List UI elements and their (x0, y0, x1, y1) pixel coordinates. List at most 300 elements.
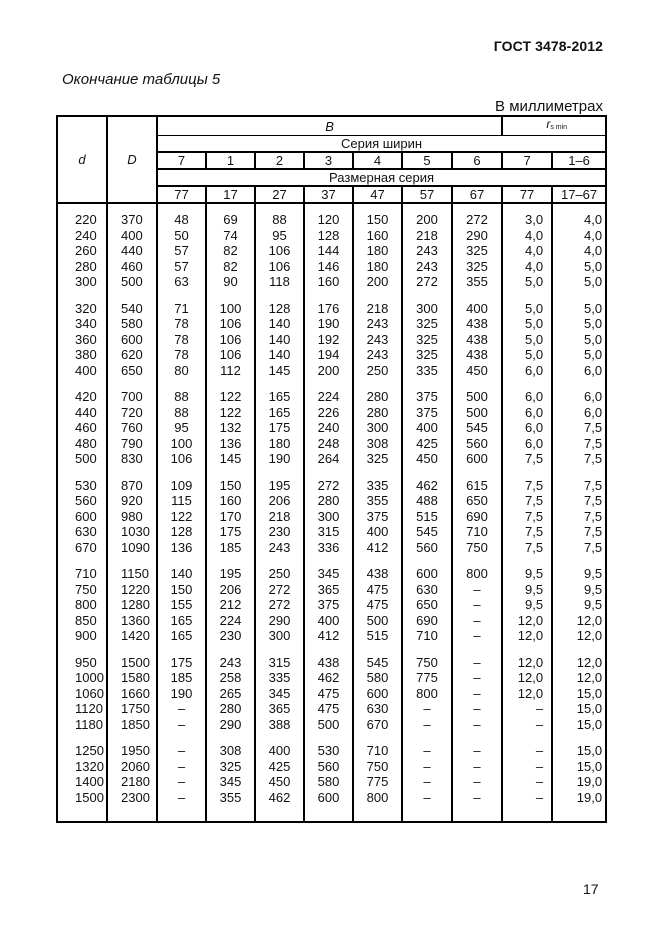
cell-B-37: 400 (304, 613, 353, 629)
cell-B-37: 280 (304, 493, 353, 509)
cell-r-77: 5,0 (502, 274, 552, 290)
cell-B-37: 240 (304, 420, 353, 436)
cell-r-77: – (502, 743, 552, 759)
cell-r-17-67: 5,0 (552, 274, 606, 290)
cell-d: 530 (57, 478, 107, 494)
spacer-cell (353, 378, 402, 389)
cell-B-17: 212 (206, 597, 255, 613)
cell-B-47: 280 (353, 405, 402, 421)
cell-B-77: 57 (157, 243, 206, 259)
cell-B-67: 355 (452, 274, 502, 290)
cell-B-27: 128 (255, 301, 304, 317)
spacer-cell (57, 732, 107, 743)
spacer-cell (157, 378, 206, 389)
cell-B-67: – (452, 655, 502, 671)
spacer-cell (107, 378, 157, 389)
cell-r-77: 7,5 (502, 451, 552, 467)
spacer-cell (304, 203, 353, 212)
cell-B-17: 224 (206, 613, 255, 629)
spacer-cell (552, 555, 606, 566)
width-series-cell: 1–6 (552, 152, 606, 169)
cell-B-67: 710 (452, 524, 502, 540)
cell-B-47: 438 (353, 566, 402, 582)
cell-B-17: 136 (206, 436, 255, 452)
spacer-cell (402, 732, 452, 743)
cell-B-37: 120 (304, 212, 353, 228)
spacer-cell (206, 732, 255, 743)
spacer-cell (402, 290, 452, 301)
cell-B-47: 200 (353, 274, 402, 290)
cell-B-67: 560 (452, 436, 502, 452)
cell-B-17: 185 (206, 540, 255, 556)
table-row (57, 759, 606, 775)
cell-B-47: 243 (353, 332, 402, 348)
width-series-cell: 5 (402, 152, 452, 169)
spacer-cell (255, 732, 304, 743)
table-body (57, 203, 606, 822)
cell-B-67: – (452, 701, 502, 717)
spacer-cell (452, 290, 502, 301)
table-row (57, 316, 606, 332)
cell-D: 2300 (107, 790, 157, 806)
cell-B-27: 230 (255, 524, 304, 540)
spacer-cell (255, 467, 304, 478)
cell-d: 360 (57, 332, 107, 348)
spacer-cell (502, 203, 552, 212)
table-row (57, 743, 606, 759)
cell-r-77: 12,0 (502, 628, 552, 644)
cell-B-37: 264 (304, 451, 353, 467)
cell-B-57: 218 (402, 228, 452, 244)
spacer-cell (206, 555, 255, 566)
spacer-cell (552, 644, 606, 655)
cell-B-47: 243 (353, 316, 402, 332)
table-row (57, 717, 606, 733)
cell-B-17: 106 (206, 316, 255, 332)
cell-B-77: 136 (157, 540, 206, 556)
cell-r-17-67: 19,0 (552, 774, 606, 790)
cell-B-37: 438 (304, 655, 353, 671)
spacer-cell (353, 555, 402, 566)
cell-B-57: 375 (402, 389, 452, 405)
cell-B-17: 74 (206, 228, 255, 244)
table-row (57, 790, 606, 806)
cell-d: 320 (57, 301, 107, 317)
cell-B-27: 118 (255, 274, 304, 290)
cell-B-37: 160 (304, 274, 353, 290)
cell-B-27: 335 (255, 670, 304, 686)
cell-B-17: 122 (206, 389, 255, 405)
cell-d: 1400 (57, 774, 107, 790)
cell-B-37: 128 (304, 228, 353, 244)
spacer-cell (107, 644, 157, 655)
cell-B-57: 325 (402, 347, 452, 363)
cell-B-27: 145 (255, 363, 304, 379)
cell-B-57: – (402, 743, 452, 759)
cell-B-47: 400 (353, 524, 402, 540)
cell-B-37: 224 (304, 389, 353, 405)
cell-B-57: 600 (402, 566, 452, 582)
spacer-cell (552, 203, 606, 212)
cell-B-77: 100 (157, 436, 206, 452)
cell-B-77: 165 (157, 613, 206, 629)
header-rsmin (502, 116, 606, 136)
cell-r-77: 7,5 (502, 524, 552, 540)
cell-B-27: 250 (255, 566, 304, 582)
cell-B-17: 195 (206, 566, 255, 582)
cell-r-77: 6,0 (502, 436, 552, 452)
cell-r-17-67: 7,5 (552, 540, 606, 556)
cell-B-37: 530 (304, 743, 353, 759)
table-row (57, 540, 606, 556)
cell-B-77: 48 (157, 212, 206, 228)
cell-B-77: 63 (157, 274, 206, 290)
cell-B-77: 95 (157, 420, 206, 436)
cell-B-67: – (452, 790, 502, 806)
cell-r-17-67: 5,0 (552, 347, 606, 363)
table-row (57, 259, 606, 275)
cell-d: 300 (57, 274, 107, 290)
cell-D: 650 (107, 363, 157, 379)
cell-B-27: 290 (255, 613, 304, 629)
cell-r-17-67: 7,5 (552, 436, 606, 452)
cell-B-57: 710 (402, 628, 452, 644)
cell-r-17-67: 15,0 (552, 743, 606, 759)
spacer-cell (452, 644, 502, 655)
table-row (57, 701, 606, 717)
cell-B-77: – (157, 790, 206, 806)
spacer-cell (552, 732, 606, 743)
cell-D: 1500 (107, 655, 157, 671)
cell-d: 900 (57, 628, 107, 644)
spacer-cell (57, 555, 107, 566)
width-series-cell: 4 (353, 152, 402, 169)
width-series-label: Серия ширин (157, 136, 606, 153)
cell-d: 1250 (57, 743, 107, 759)
cell-D: 1420 (107, 628, 157, 644)
cell-r-17-67: 12,0 (552, 655, 606, 671)
cell-B-27: 140 (255, 332, 304, 348)
spacer-cell (57, 805, 107, 822)
cell-d: 1000 (57, 670, 107, 686)
table-row (57, 478, 606, 494)
cell-B-77: 155 (157, 597, 206, 613)
spacer-cell (304, 290, 353, 301)
width-series-cell: 7 (157, 152, 206, 169)
cell-d: 480 (57, 436, 107, 452)
spacer-cell (107, 290, 157, 301)
cell-B-17: 280 (206, 701, 255, 717)
cell-B-67: 690 (452, 509, 502, 525)
cell-B-67: 600 (452, 451, 502, 467)
cell-B-47: 335 (353, 478, 402, 494)
cell-B-27: 140 (255, 316, 304, 332)
cell-B-77: 115 (157, 493, 206, 509)
spacer-cell (255, 290, 304, 301)
cell-B-37: 194 (304, 347, 353, 363)
cell-r-77: 4,0 (502, 259, 552, 275)
cell-r-77: 5,0 (502, 332, 552, 348)
spacer-cell (57, 203, 107, 212)
width-series-cell: 7 (502, 152, 552, 169)
width-series-cell: 3 (304, 152, 353, 169)
cell-B-77: – (157, 717, 206, 733)
spacer-cell (206, 378, 255, 389)
cell-B-77: 165 (157, 628, 206, 644)
cell-B-47: 280 (353, 389, 402, 405)
spacer-cell (304, 644, 353, 655)
cell-B-47: 545 (353, 655, 402, 671)
cell-r-77: 5,0 (502, 301, 552, 317)
spacer-cell (157, 467, 206, 478)
spacer-cell (353, 805, 402, 822)
cell-D: 540 (107, 301, 157, 317)
cell-B-57: – (402, 759, 452, 775)
cell-B-37: 272 (304, 478, 353, 494)
cell-B-17: 160 (206, 493, 255, 509)
cell-B-47: 775 (353, 774, 402, 790)
spacer-cell (157, 732, 206, 743)
cell-B-37: 144 (304, 243, 353, 259)
cell-r-17-67: 12,0 (552, 670, 606, 686)
cell-r-77: 12,0 (502, 613, 552, 629)
cell-B-37: 475 (304, 686, 353, 702)
cell-B-37: 192 (304, 332, 353, 348)
spacer-cell (157, 644, 206, 655)
table-row (57, 566, 606, 582)
cell-B-77: 88 (157, 405, 206, 421)
cell-B-17: 355 (206, 790, 255, 806)
cell-B-37: 315 (304, 524, 353, 540)
cell-B-77: 150 (157, 582, 206, 598)
table-row (57, 628, 606, 644)
cell-r-17-67: 9,5 (552, 597, 606, 613)
cell-r-17-67: 15,0 (552, 759, 606, 775)
cell-D: 1850 (107, 717, 157, 733)
cell-D: 1280 (107, 597, 157, 613)
spacer-cell (502, 805, 552, 822)
cell-B-77: 106 (157, 451, 206, 467)
cell-d: 750 (57, 582, 107, 598)
cell-r-17-67: 4,0 (552, 228, 606, 244)
cell-r-77: 7,5 (502, 540, 552, 556)
table-row (57, 524, 606, 540)
cell-B-67: – (452, 613, 502, 629)
cell-B-57: 375 (402, 405, 452, 421)
cell-B-47: 580 (353, 670, 402, 686)
table-row (57, 243, 606, 259)
spacer-cell (107, 203, 157, 212)
cell-B-17: 308 (206, 743, 255, 759)
cell-r-77: 6,0 (502, 420, 552, 436)
table-row (57, 774, 606, 790)
cell-r-17-67: 5,0 (552, 316, 606, 332)
cell-B-77: 50 (157, 228, 206, 244)
spacer-cell (255, 644, 304, 655)
cell-B-47: 325 (353, 451, 402, 467)
cell-r-17-67: 7,5 (552, 478, 606, 494)
cell-B-47: 308 (353, 436, 402, 452)
spacer-cell (402, 467, 452, 478)
spacer-cell (452, 732, 502, 743)
spacer-cell (255, 555, 304, 566)
cell-D: 2180 (107, 774, 157, 790)
spacer-cell (206, 290, 255, 301)
cell-B-37: 600 (304, 790, 353, 806)
cell-B-57: 800 (402, 686, 452, 702)
size-series-cell: 27 (255, 186, 304, 203)
cell-B-37: 336 (304, 540, 353, 556)
spacer-cell (402, 378, 452, 389)
cell-r-17-67: 4,0 (552, 212, 606, 228)
cell-B-17: 122 (206, 405, 255, 421)
cell-r-17-67: 7,5 (552, 451, 606, 467)
cell-B-57: 300 (402, 301, 452, 317)
cell-B-47: 250 (353, 363, 402, 379)
cell-B-57: 200 (402, 212, 452, 228)
cell-r-77: 7,5 (502, 509, 552, 525)
cell-r-17-67: 6,0 (552, 389, 606, 405)
cell-B-67: 500 (452, 405, 502, 421)
cell-B-67: 750 (452, 540, 502, 556)
cell-d: 1500 (57, 790, 107, 806)
cell-B-57: 243 (402, 259, 452, 275)
cell-D: 400 (107, 228, 157, 244)
rsmin-subscript: s min (550, 124, 568, 131)
cell-B-57: 560 (402, 540, 452, 556)
cell-D: 1360 (107, 613, 157, 629)
cell-B-47: 670 (353, 717, 402, 733)
table-caption: Окончание таблицы 5 (62, 71, 221, 88)
cell-B-77: – (157, 743, 206, 759)
cell-D: 980 (107, 509, 157, 525)
cell-d: 1060 (57, 686, 107, 702)
cell-r-17-67: 15,0 (552, 686, 606, 702)
spacer-cell (502, 290, 552, 301)
cell-B-67: 438 (452, 347, 502, 363)
size-series-cell: 77 (502, 186, 552, 203)
cell-D: 500 (107, 274, 157, 290)
cell-B-47: 750 (353, 759, 402, 775)
spacer-cell (157, 555, 206, 566)
cell-B-27: 165 (255, 405, 304, 421)
table-row (57, 493, 606, 509)
cell-B-67: – (452, 686, 502, 702)
cell-B-17: 82 (206, 259, 255, 275)
cell-r-17-67: 12,0 (552, 628, 606, 644)
spacer-cell (402, 555, 452, 566)
cell-r-77: 6,0 (502, 405, 552, 421)
cell-B-27: 345 (255, 686, 304, 702)
cell-B-57: – (402, 717, 452, 733)
cell-d: 440 (57, 405, 107, 421)
spacer-cell (304, 555, 353, 566)
cell-B-47: 243 (353, 347, 402, 363)
cell-B-77: 88 (157, 389, 206, 405)
cell-B-67: 500 (452, 389, 502, 405)
cell-B-27: 165 (255, 389, 304, 405)
document-code: ГОСТ 3478-2012 (493, 38, 603, 54)
cell-B-17: 175 (206, 524, 255, 540)
spacer-cell (452, 555, 502, 566)
spacer-cell (107, 555, 157, 566)
cell-B-37: 345 (304, 566, 353, 582)
spacer-cell (157, 805, 206, 822)
bearing-dimensions-table (56, 115, 607, 823)
cell-r-77: – (502, 701, 552, 717)
spacer-cell (107, 467, 157, 478)
cell-B-47: 800 (353, 790, 402, 806)
cell-B-57: 775 (402, 670, 452, 686)
spacer-cell (304, 467, 353, 478)
cell-B-27: 190 (255, 451, 304, 467)
cell-B-57: 488 (402, 493, 452, 509)
spacer-cell (353, 644, 402, 655)
cell-B-27: 425 (255, 759, 304, 775)
table-row (57, 655, 606, 671)
cell-D: 920 (107, 493, 157, 509)
spacer-cell (353, 467, 402, 478)
cell-B-67: – (452, 743, 502, 759)
cell-r-77: 12,0 (502, 686, 552, 702)
cell-B-57: – (402, 790, 452, 806)
spacer-cell (255, 203, 304, 212)
cell-B-77: 122 (157, 509, 206, 525)
cell-D: 600 (107, 332, 157, 348)
cell-D: 790 (107, 436, 157, 452)
cell-B-77: – (157, 759, 206, 775)
cell-B-27: 300 (255, 628, 304, 644)
cell-d: 560 (57, 493, 107, 509)
cell-D: 580 (107, 316, 157, 332)
cell-D: 830 (107, 451, 157, 467)
cell-B-27: 106 (255, 259, 304, 275)
width-series-cell: 1 (206, 152, 255, 169)
cell-B-17: 145 (206, 451, 255, 467)
cell-B-57: 335 (402, 363, 452, 379)
cell-B-27: 400 (255, 743, 304, 759)
cell-B-67: – (452, 670, 502, 686)
cell-B-17: 170 (206, 509, 255, 525)
spacer-cell (353, 290, 402, 301)
cell-r-17-67: 7,5 (552, 509, 606, 525)
cell-r-77: 5,0 (502, 316, 552, 332)
cell-B-77: 57 (157, 259, 206, 275)
table-row (57, 363, 606, 379)
spacer-cell (304, 732, 353, 743)
cell-r-77: 7,5 (502, 493, 552, 509)
cell-B-37: 580 (304, 774, 353, 790)
cell-B-67: 400 (452, 301, 502, 317)
cell-B-67: – (452, 597, 502, 613)
cell-B-47: 160 (353, 228, 402, 244)
cell-B-67: 545 (452, 420, 502, 436)
cell-B-37: 190 (304, 316, 353, 332)
cell-B-57: 515 (402, 509, 452, 525)
table-row (57, 670, 606, 686)
spacer-cell (57, 467, 107, 478)
cell-D: 1150 (107, 566, 157, 582)
table-row (57, 436, 606, 452)
cell-D: 1950 (107, 743, 157, 759)
cell-B-27: 462 (255, 790, 304, 806)
cell-B-17: 265 (206, 686, 255, 702)
cell-B-57: 400 (402, 420, 452, 436)
cell-d: 340 (57, 316, 107, 332)
spacer-cell (206, 203, 255, 212)
cell-B-47: 180 (353, 243, 402, 259)
cell-B-57: 272 (402, 274, 452, 290)
